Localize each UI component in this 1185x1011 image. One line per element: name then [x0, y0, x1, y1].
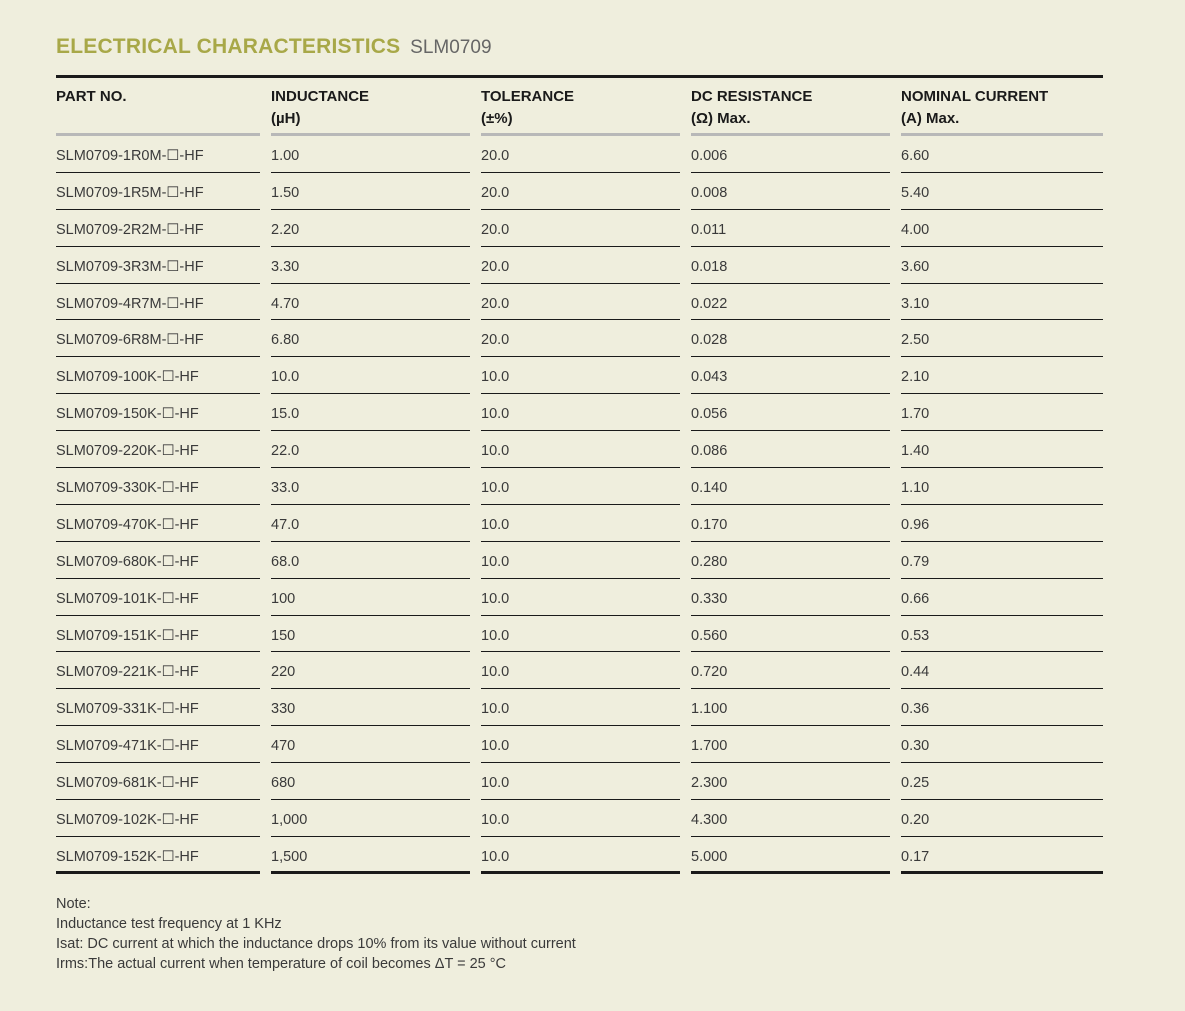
inductance-cell: 1,500 — [271, 837, 470, 874]
dc-resistance-cell: 0.170 — [691, 505, 890, 542]
part-no-cell: SLM0709-1R0M-☐-HF — [56, 136, 260, 173]
inductance-cell: 2.20 — [271, 210, 470, 247]
header-tolerance: TOLERANCE (±%) — [481, 78, 680, 136]
dc-resistance-cell: 0.056 — [691, 394, 890, 431]
nominal-current-cell: 0.44 — [901, 652, 1103, 689]
dc-resistance-cell: 0.006 — [691, 136, 890, 173]
tolerance-cell: 10.0 — [481, 542, 680, 579]
nominal-current-cell: 1.10 — [901, 468, 1103, 505]
tolerance-cell: 20.0 — [481, 284, 680, 321]
nominal-current-cell: 2.10 — [901, 357, 1103, 394]
tolerance-cell: 10.0 — [481, 763, 680, 800]
dc-resistance-cell: 0.330 — [691, 579, 890, 616]
nominal-current-cell: 3.60 — [901, 247, 1103, 284]
part-no-cell: SLM0709-152K-☐-HF — [56, 837, 260, 874]
part-no-cell: SLM0709-470K-☐-HF — [56, 505, 260, 542]
table-row — [56, 837, 1103, 874]
part-no-cell: SLM0709-102K-☐-HF — [56, 800, 260, 837]
table-body — [56, 136, 1103, 874]
characteristics-table — [56, 75, 1103, 874]
tolerance-cell: 10.0 — [481, 505, 680, 542]
inductance-cell: 33.0 — [271, 468, 470, 505]
title-model: SLM0709 — [410, 37, 492, 58]
tolerance-cell: 10.0 — [481, 800, 680, 837]
table-header — [56, 78, 1103, 136]
tolerance-cell: 20.0 — [481, 247, 680, 284]
header-inductance: INDUCTANCE (µH) — [271, 78, 470, 136]
part-no-cell: SLM0709-4R7M-☐-HF — [56, 284, 260, 321]
dc-resistance-cell: 0.043 — [691, 357, 890, 394]
tolerance-cell: 10.0 — [481, 431, 680, 468]
table-row — [56, 357, 1103, 394]
nominal-current-cell: 0.66 — [901, 579, 1103, 616]
dc-resistance-cell: 0.086 — [691, 431, 890, 468]
part-no-cell: SLM0709-681K-☐-HF — [56, 763, 260, 800]
tolerance-cell: 10.0 — [481, 689, 680, 726]
dc-resistance-cell: 1.100 — [691, 689, 890, 726]
nominal-current-cell: 0.36 — [901, 689, 1103, 726]
table-row — [56, 468, 1103, 505]
inductance-cell: 15.0 — [271, 394, 470, 431]
nominal-current-cell: 1.40 — [901, 431, 1103, 468]
part-no-cell: SLM0709-680K-☐-HF — [56, 542, 260, 579]
tolerance-cell: 10.0 — [481, 726, 680, 763]
nominal-current-cell: 0.53 — [901, 616, 1103, 653]
tolerance-cell: 10.0 — [481, 394, 680, 431]
part-no-cell: SLM0709-331K-☐-HF — [56, 689, 260, 726]
inductance-cell: 680 — [271, 763, 470, 800]
tolerance-cell: 10.0 — [481, 616, 680, 653]
tolerance-cell: 20.0 — [481, 320, 680, 357]
table-row — [56, 579, 1103, 616]
inductance-cell: 6.80 — [271, 320, 470, 357]
inductance-cell: 22.0 — [271, 431, 470, 468]
note-line: Irms:The actual current when temperature of coil becomes ΔT = 25 °C — [56, 956, 507, 972]
inductance-cell: 1.00 — [271, 136, 470, 173]
table-row — [56, 689, 1103, 726]
nominal-current-cell: 3.10 — [901, 284, 1103, 321]
header-dc-resistance: DC RESISTANCE (Ω) Max. — [691, 78, 890, 136]
nominal-current-cell: 0.25 — [901, 763, 1103, 800]
page-title — [56, 33, 492, 62]
table-row — [56, 320, 1103, 357]
dc-resistance-cell: 0.280 — [691, 542, 890, 579]
nominal-current-cell: 5.40 — [901, 173, 1103, 210]
tolerance-cell: 20.0 — [481, 210, 680, 247]
part-no-cell: SLM0709-100K-☐-HF — [56, 357, 260, 394]
table-row — [56, 505, 1103, 542]
inductance-cell: 150 — [271, 616, 470, 653]
part-no-cell: SLM0709-330K-☐-HF — [56, 468, 260, 505]
dc-resistance-cell: 0.011 — [691, 210, 890, 247]
inductance-cell: 220 — [271, 652, 470, 689]
part-no-cell: SLM0709-151K-☐-HF — [56, 616, 260, 653]
inductance-cell: 3.30 — [271, 247, 470, 284]
part-no-cell: SLM0709-1R5M-☐-HF — [56, 173, 260, 210]
inductance-cell: 1.50 — [271, 173, 470, 210]
dc-resistance-cell: 0.022 — [691, 284, 890, 321]
part-no-cell: SLM0709-6R8M-☐-HF — [56, 320, 260, 357]
dc-resistance-cell: 1.700 — [691, 726, 890, 763]
note-line: Isat: DC current at which the inductance drops 10% from its value without current — [56, 936, 576, 952]
header-nominal-current: NOMINAL CURRENT (A) Max. — [901, 78, 1103, 136]
tolerance-cell: 10.0 — [481, 579, 680, 616]
inductance-cell: 100 — [271, 579, 470, 616]
tolerance-cell: 10.0 — [481, 468, 680, 505]
table-row — [56, 136, 1103, 173]
part-no-cell: SLM0709-3R3M-☐-HF — [56, 247, 260, 284]
nominal-current-cell: 4.00 — [901, 210, 1103, 247]
tolerance-cell: 20.0 — [481, 173, 680, 210]
dc-resistance-cell: 2.300 — [691, 763, 890, 800]
inductance-cell: 330 — [271, 689, 470, 726]
nominal-current-cell: 0.79 — [901, 542, 1103, 579]
tolerance-cell: 20.0 — [481, 136, 680, 173]
title-heading: ELECTRICAL CHARACTERISTICS — [56, 35, 401, 58]
table-row — [56, 210, 1103, 247]
tolerance-cell: 10.0 — [481, 837, 680, 874]
part-no-cell: SLM0709-2R2M-☐-HF — [56, 210, 260, 247]
part-no-cell: SLM0709-101K-☐-HF — [56, 579, 260, 616]
inductance-cell: 10.0 — [271, 357, 470, 394]
nominal-current-cell: 0.17 — [901, 837, 1103, 874]
dc-resistance-cell: 0.018 — [691, 247, 890, 284]
dc-resistance-cell: 0.560 — [691, 616, 890, 653]
dc-resistance-cell: 0.028 — [691, 320, 890, 357]
table-row — [56, 542, 1103, 579]
nominal-current-cell: 1.70 — [901, 394, 1103, 431]
dc-resistance-cell: 0.720 — [691, 652, 890, 689]
table-row — [56, 763, 1103, 800]
table-row — [56, 173, 1103, 210]
table-row — [56, 616, 1103, 653]
part-no-cell: SLM0709-221K-☐-HF — [56, 652, 260, 689]
inductance-cell: 1,000 — [271, 800, 470, 837]
table-row — [56, 284, 1103, 321]
dc-resistance-cell: 0.140 — [691, 468, 890, 505]
table-row — [56, 431, 1103, 468]
table-row — [56, 800, 1103, 837]
part-no-cell: SLM0709-471K-☐-HF — [56, 726, 260, 763]
inductance-cell: 47.0 — [271, 505, 470, 542]
tolerance-cell: 10.0 — [481, 357, 680, 394]
part-no-cell: SLM0709-220K-☐-HF — [56, 431, 260, 468]
note-line: Inductance test frequency at 1 KHz — [56, 916, 282, 932]
part-no-cell: SLM0709-150K-☐-HF — [56, 394, 260, 431]
nominal-current-cell: 0.30 — [901, 726, 1103, 763]
nominal-current-cell: 0.96 — [901, 505, 1103, 542]
table-row — [56, 394, 1103, 431]
dc-resistance-cell: 0.008 — [691, 173, 890, 210]
nominal-current-cell: 6.60 — [901, 136, 1103, 173]
nominal-current-cell: 0.20 — [901, 800, 1103, 837]
nominal-current-cell: 2.50 — [901, 320, 1103, 357]
inductance-cell: 68.0 — [271, 542, 470, 579]
table-row — [56, 726, 1103, 763]
inductance-cell: 470 — [271, 726, 470, 763]
dc-resistance-cell: 5.000 — [691, 837, 890, 874]
dc-resistance-cell: 4.300 — [691, 800, 890, 837]
note-heading: Note: — [56, 896, 91, 912]
inductance-cell: 4.70 — [271, 284, 470, 321]
table-row — [56, 652, 1103, 689]
header-part-no: PART NO. — [56, 78, 260, 136]
notes — [56, 894, 576, 974]
tolerance-cell: 10.0 — [481, 652, 680, 689]
table-row — [56, 247, 1103, 284]
